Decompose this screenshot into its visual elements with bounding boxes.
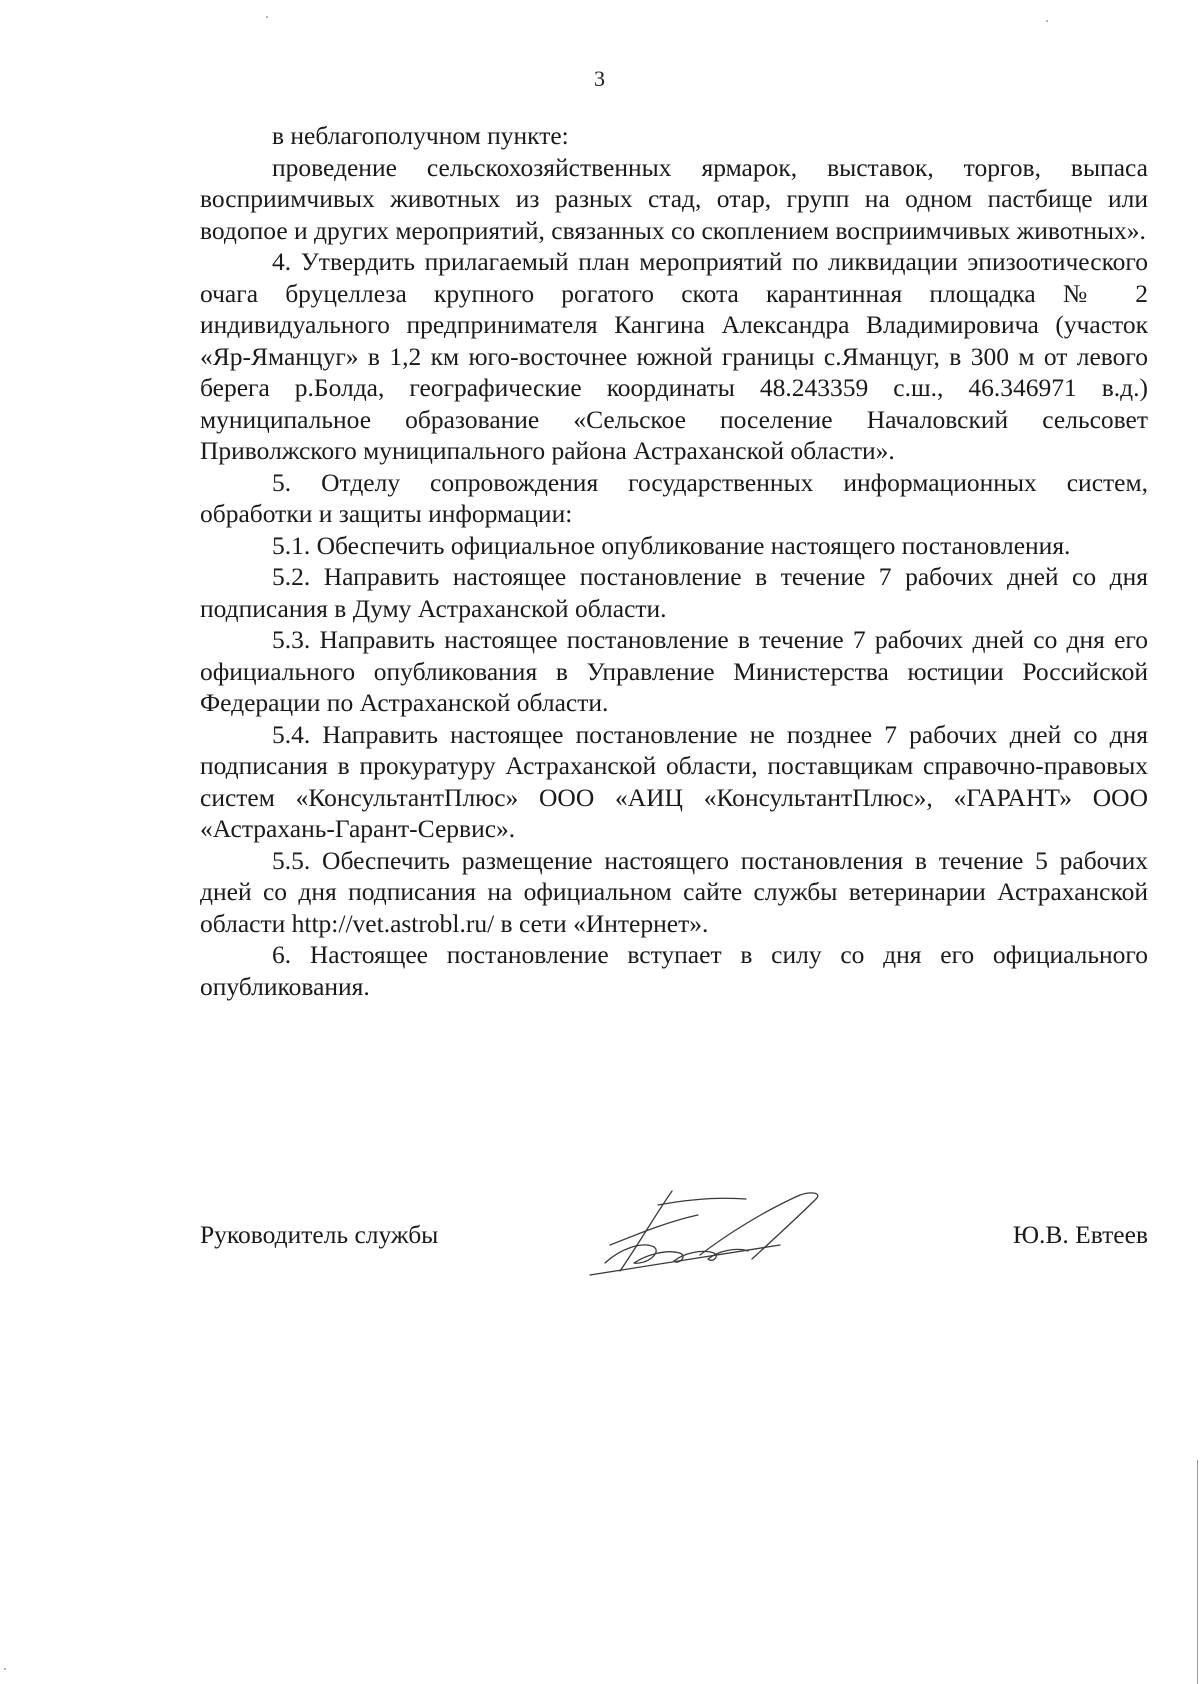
page-number: 3	[594, 66, 606, 91]
paragraph-continuation: в неблагополучном пункте:	[272, 121, 569, 150]
paragraph-item-5-4: 5.4. Направить настоящее постановление не позднее 7 рабочих дней со дня подписания в прокуратуру Астраханской области, поставщикам справочно-правовых систем «КонсультантПлюс» ООО «АИЦ «КонсультантПлюс», «ГАРАНТ» ООО «Астрахань-Гарант-Сервис».	[200, 719, 1148, 843]
paragraph-item-5-3: 5.3. Направить настоящее постановление в течение 7 рабочих дней со дня его официального опубликования в Управление Министерства юстиции Российской Федерации по Астраханской области.	[200, 625, 1148, 717]
paragraph-item-4: 4. Утвердить прилагаемый план мероприятий по ликвидации эпизоотического очага бруцеллеза крупного рогатого скота карантинная площадка № 2 индивидуального предпринимателя Кангина Александра Владимировича (участок «Яр-Яманцуг» в 1,2 км юго-восточнее южной границы с.Яманцуг, в 300 м от левого берега р.Болда, географические координаты 48.243359 с.ш., 46.346971 в.д.) муниципальное образование «Сельское поселение Началовский сельсовет Приволжского муниципального района Астраханской области».	[200, 247, 1148, 465]
scan-edge-line	[1197, 1460, 1198, 1684]
paragraph-item-5: 5. Отделу сопровождения государственных информационных систем, обработки и защиты информации:	[200, 467, 1148, 528]
signature-block	[200, 1220, 1148, 1260]
scan-speck	[266, 16, 268, 18]
paragraph-item-5-5: 5.5. Обеспечить размещение настоящего постановления в течение 5 рабочих дней со дня подписания на официальном сайте службы ветеринарии Астраханской области http://vet.astrobl.ru/ в сети «Интернет».	[200, 845, 1148, 938]
document-body	[200, 120, 1148, 1002]
signatory-title: Руководитель службы	[200, 1220, 439, 1249]
scan-speck	[4, 1668, 6, 1670]
scan-speck	[1046, 20, 1048, 22]
paragraph-item-5-1: 5.1. Обеспечить официальное опубликование настоящего постановления.	[272, 530, 1071, 560]
paragraph-item-5-2: 5.2. Направить настоящее постановление в течение 7 рабочих дней со дня подписания в Думу Астраханской области.	[200, 562, 1148, 623]
signatory-name: Ю.В. Евтеев	[1012, 1220, 1148, 1249]
paragraph-prohibited-events: проведение сельскохозяйственных ярмарок, выставок, торгов, выпаса восприимчивых животных из разных стад, отар, групп на одном пастбище или водопое и других мероприятий, связанных со скоплением восприимчивых животных».	[200, 152, 1148, 245]
paragraph-item-6: 6. Настоящее постановление вступает в силу со дня его официального опубликования.	[200, 940, 1148, 1001]
